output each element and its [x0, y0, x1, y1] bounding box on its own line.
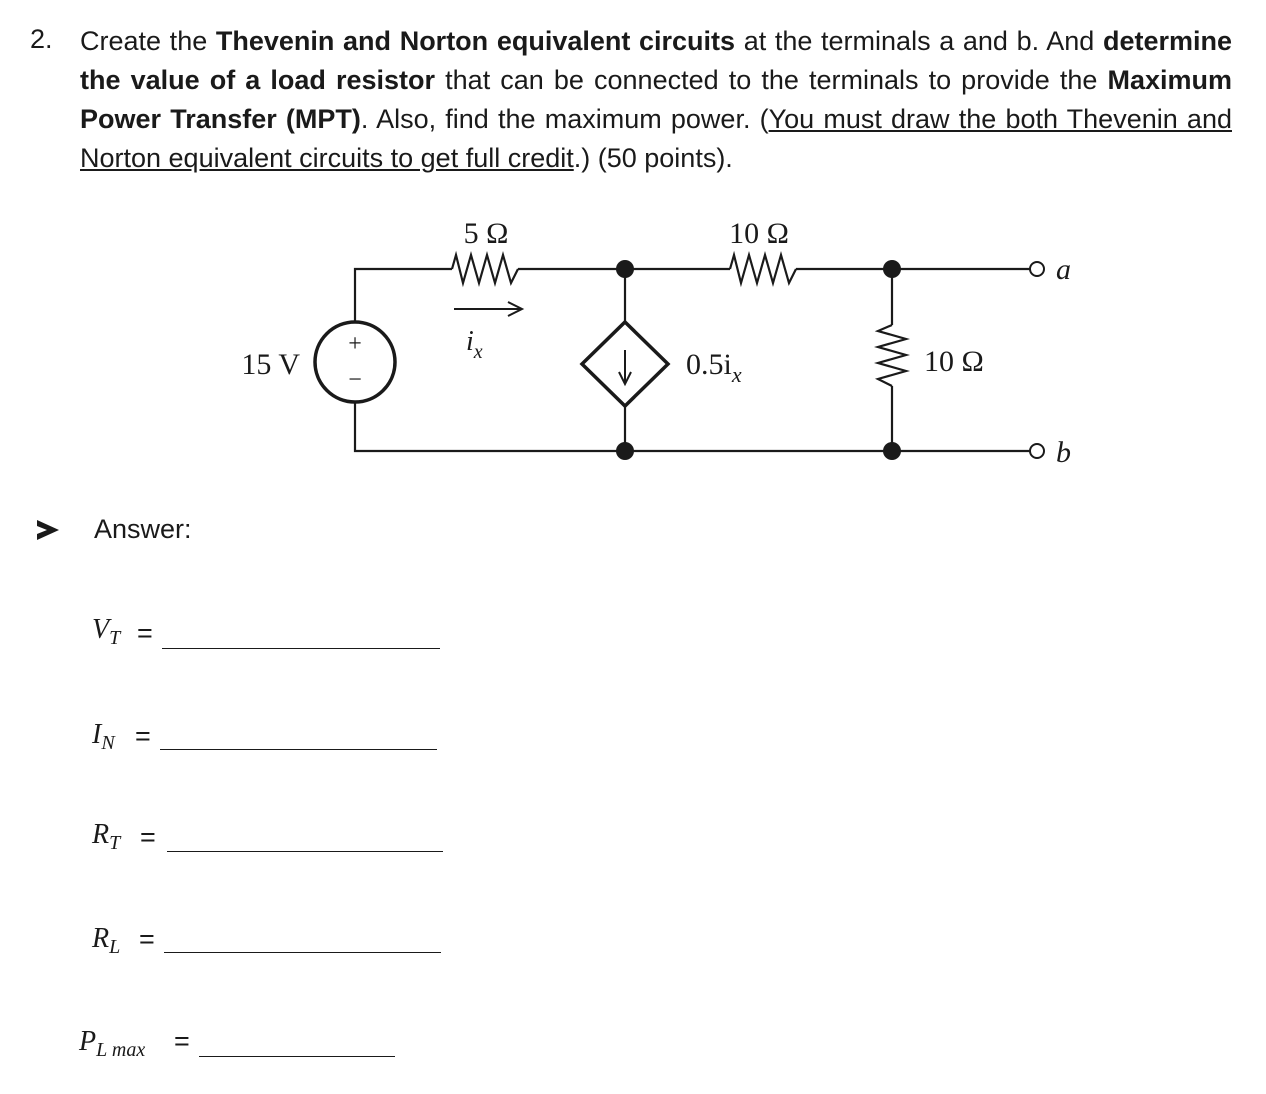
answer-equals: =: [140, 822, 156, 852]
question-text-bold: Maximum Power Transfer (MPT): [80, 65, 1232, 134]
resistor-10-ohm-series-label: 10 Ω: [729, 217, 789, 250]
answer-blank-plmax[interactable]: [199, 1056, 395, 1057]
answer-var-main: R: [92, 819, 110, 850]
resistor-5-ohm: [452, 255, 518, 283]
question-text-part: Create the: [80, 26, 216, 56]
answer-var-rt: [92, 819, 120, 855]
resistor-10-ohm-shunt: [878, 325, 906, 386]
terminal-b-label: b: [1056, 436, 1071, 469]
node-dot: [883, 260, 901, 278]
node-dot: [883, 442, 901, 460]
answer-var-in: [92, 719, 115, 755]
question-text-bold: Thevenin and Norton equivalent circuits: [215, 26, 736, 56]
answer-blank-vt[interactable]: [162, 648, 440, 649]
question-text-underline: You must draw the both Thevenin and Norton equivalent circuits to get full credit: [80, 104, 1232, 173]
answer-var-plmax: [79, 1026, 145, 1062]
resistor-10-ohm-shunt-label: 10 Ω: [924, 345, 984, 378]
current-label-main: i: [466, 326, 474, 357]
answer-var-rl: [92, 923, 120, 959]
terminal-a-label: a: [1056, 253, 1071, 286]
question-text-part: . Also, find the maximum power. (: [360, 104, 769, 134]
current-arrow-icon: [454, 302, 522, 316]
wire-left-top: [355, 269, 452, 322]
wire-bottom: [355, 402, 1030, 451]
answer-var-sub: L: [109, 936, 121, 958]
voltage-source-label: 15 V: [241, 348, 300, 381]
node-dot: [616, 442, 634, 460]
answer-var-main: I: [92, 719, 102, 750]
question-number: 2.: [30, 24, 53, 54]
answer-var-sub: T: [109, 627, 121, 649]
answer-equals: =: [135, 721, 151, 751]
answer-equals: =: [174, 1026, 190, 1056]
dependent-source-label: [686, 348, 742, 387]
resistor-5-ohm-label: 5 Ω: [463, 217, 509, 250]
answer-blank-rl[interactable]: [164, 952, 441, 953]
answer-label: Answer:: [94, 514, 192, 544]
answer-blank-rt[interactable]: [167, 851, 443, 852]
terminal-a-circle: [1030, 262, 1044, 276]
question-text: [80, 22, 1232, 178]
answer-var-sub: L max: [96, 1039, 146, 1061]
question-text-part: that can be connected to the terminals to provide the: [435, 65, 1108, 95]
circuit-diagram: [0, 190, 1266, 490]
answer-var-sub: T: [109, 832, 121, 854]
answer-equals: =: [137, 618, 153, 648]
question-text-bold: determine the value of a load resistor: [80, 26, 1232, 95]
node-dot: [616, 260, 634, 278]
dependent-source-label-sub: x: [731, 362, 742, 387]
bullet-arrow-icon: [37, 520, 59, 540]
answer-equals: =: [139, 924, 155, 954]
voltage-source-minus: −: [348, 367, 362, 393]
resistor-10-ohm-series: [730, 255, 796, 283]
current-label-sub: x: [473, 341, 483, 363]
voltage-source-plus: +: [348, 331, 362, 357]
current-label: [466, 326, 483, 363]
answer-blank-in[interactable]: [160, 749, 437, 750]
question-text-part: at the terminals a and b. And: [735, 26, 1103, 56]
answer-var-main: R: [92, 923, 110, 954]
answer-var-sub: N: [101, 732, 115, 754]
answer-var-main: V: [92, 614, 110, 645]
answer-var-main: P: [79, 1026, 97, 1057]
terminal-b-circle: [1030, 444, 1044, 458]
dependent-source-label-main: 0.5i: [686, 348, 732, 381]
answer-var-vt: [92, 614, 120, 650]
question-text-part: .) (50 points).: [573, 143, 733, 173]
